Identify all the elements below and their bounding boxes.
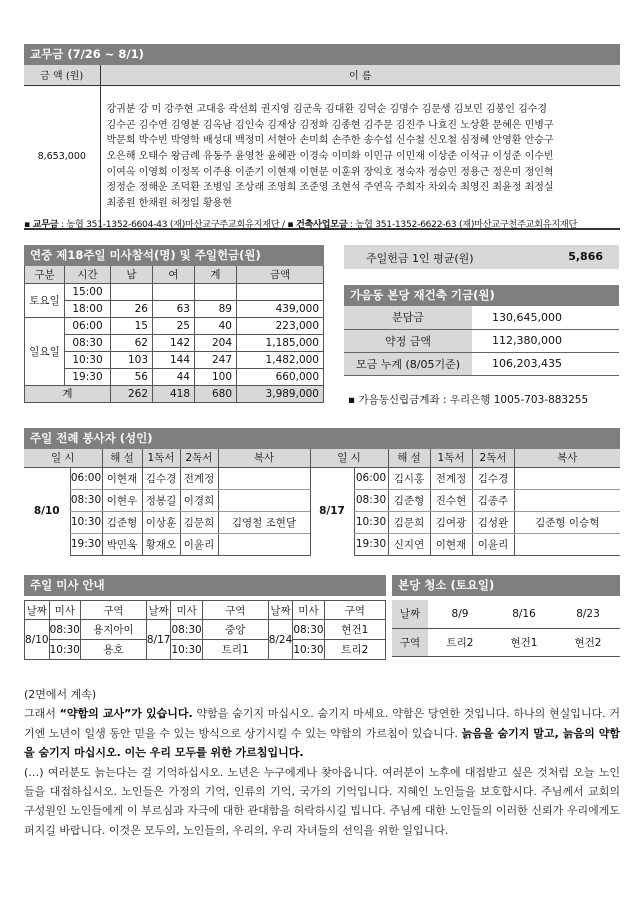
clean-date-label: 날짜 <box>392 600 428 628</box>
clean-date: 8/9 <box>428 600 492 628</box>
mass-col: 날짜 <box>268 601 293 620</box>
offering-average <box>344 245 619 269</box>
clean-date: 8/23 <box>556 600 620 628</box>
serv-col: 1독서 <box>142 449 180 467</box>
table-row <box>392 628 620 656</box>
att-amount: 1,185,000 <box>237 334 324 351</box>
building-fund-table <box>344 306 619 376</box>
serv-reader1: 김여광 <box>430 511 472 533</box>
bullet-icon: ▪ <box>24 219 30 230</box>
tithe-account-value: : 농협 351-1352-6604-43 (재)마산교구주교회유지재단 <box>60 219 280 230</box>
tithe-section <box>24 44 620 230</box>
account-info <box>24 216 577 230</box>
att-female: 63 <box>153 300 195 317</box>
mass-date: 8/17 <box>146 620 171 660</box>
tithe-names <box>100 85 620 229</box>
fund-value: 112,380,000 <box>472 329 619 352</box>
serv-reader2: 김종주 <box>472 489 514 511</box>
att-female: 25 <box>153 317 195 334</box>
mass-time: 10:30 <box>49 640 80 660</box>
att-female: 418 <box>153 385 195 402</box>
cleaning-section <box>392 575 620 657</box>
att-time: 19:30 <box>65 368 111 385</box>
mass-col: 날짜 <box>25 601 50 620</box>
serv-col: 1독서 <box>430 449 472 467</box>
tithe-name-line: 박문희 박수빈 박영학 배성대 백정미 서현아 손미희 손주한 송수섭 신수철 신오철 심정혜 안영환 안승구 <box>106 135 554 147</box>
serv-date: 8/10 <box>33 505 60 518</box>
serv-reader1: 전계정 <box>430 467 472 489</box>
att-total: 100 <box>195 368 237 385</box>
att-male <box>111 283 153 300</box>
tithe-name-line: 오은해 오태수 왕금례 유동주 윤영찬 윤혜관 이경숙 이미화 이민규 이민재 이상준 이석규 이성준 이수빈 <box>106 150 554 162</box>
serv-time: 06:00 <box>70 467 102 489</box>
serv-reader1: 이현재 <box>430 533 472 555</box>
article-span: 그래서 <box>24 707 60 721</box>
table-row <box>25 334 324 351</box>
mass-col: 미사 <box>49 601 80 620</box>
att-amount: 3,989,000 <box>237 385 324 402</box>
cleaning-header: 본당 청소 (토요일) <box>392 575 620 596</box>
serv-time: 19:30 <box>70 533 102 555</box>
tithe-table <box>24 65 620 230</box>
table-row <box>25 620 386 640</box>
att-total: 40 <box>195 317 237 334</box>
table-row <box>25 351 324 368</box>
mass-area: 중앙 <box>202 620 268 640</box>
att-total: 204 <box>195 334 237 351</box>
building-account <box>348 392 588 407</box>
att-col: 여 <box>153 266 195 283</box>
serv-time: 10:30 <box>70 511 102 533</box>
tithe-header: 교무금 (7/26 ~ 8/1) <box>24 44 620 65</box>
mass-col: 구역 <box>202 601 268 620</box>
serv-commentator: 김문희 <box>388 511 430 533</box>
build-account-value: : 농협 351-1352-6622-63 (재)마산교구천주교회유지재단 <box>350 219 578 230</box>
att-male: 262 <box>111 385 153 402</box>
attendance-table <box>24 266 324 403</box>
mass-col: 미사 <box>171 601 202 620</box>
serv-time: 08:30 <box>70 489 102 511</box>
servers-section <box>24 428 620 556</box>
att-total-label: 계 <box>25 385 111 402</box>
table-row <box>25 317 324 334</box>
mass-guide-section <box>24 575 386 660</box>
serv-reader2: 이윤리 <box>180 533 218 555</box>
article-bold: 늙음을 숨기지 말고, 늙음의 약함을 숨기지 마십시오. 이는 우리 모두를 위한 가르침입니다. <box>24 726 620 760</box>
bullet-icon: ▪ <box>348 394 356 406</box>
att-time: 15:00 <box>65 283 111 300</box>
tithe-name-line: 이여옥 이영희 이정목 이주용 이준기 이현재 이현문 이훈위 장익호 정숙자 정승민 정용근 정은미 정인혁 <box>106 166 554 178</box>
serv-altar <box>218 467 310 489</box>
att-amount: 660,000 <box>237 368 324 385</box>
att-amount <box>237 283 324 300</box>
att-total <box>195 283 237 300</box>
mass-date: 8/24 <box>268 620 293 660</box>
mass-area: 트리1 <box>202 640 268 660</box>
mass-col: 미사 <box>293 601 324 620</box>
tithe-col-name: 이 름 <box>100 65 620 85</box>
att-female: 44 <box>153 368 195 385</box>
att-female: 144 <box>153 351 195 368</box>
serv-altar: 김영철 조현달 <box>218 511 310 533</box>
att-total: 89 <box>195 300 237 317</box>
serv-col: 해 설 <box>388 449 430 467</box>
att-female: 142 <box>153 334 195 351</box>
tithe-amount: 8,653,000 <box>24 85 100 229</box>
serv-time: 19:30 <box>354 533 388 555</box>
continued-note: (2면에서 계속) <box>24 688 97 701</box>
mass-col: 날짜 <box>146 601 171 620</box>
article-bold: “약함의 교사”가 있습니다. <box>59 707 193 721</box>
serv-commentator: 이현재 <box>102 467 142 489</box>
table-row <box>24 467 620 489</box>
serv-date: 8/17 <box>310 467 354 555</box>
serv-altar <box>218 489 310 511</box>
att-male: 103 <box>111 351 153 368</box>
serv-altar <box>514 467 620 489</box>
table-row <box>25 640 386 660</box>
mass-col: 구역 <box>324 601 385 620</box>
attendance-section <box>24 245 324 403</box>
article-span: 약함을 숨기지 마십시오. 숨기지 마세요. 약함은 당연한 것입니다. 하나의 현실입니다. 거기엔 노년이 일생 동안 믿을 수 있는 방식으로 상기시킬 수 있는 약함의 가르침이 있습니다. <box>24 707 620 740</box>
mass-time: 10:30 <box>293 640 324 660</box>
serv-reader2: 이경희 <box>180 489 218 511</box>
fund-label: 모금 누계 (8/05기준) <box>344 352 472 375</box>
table-row <box>25 300 324 317</box>
fund-label: 분담금 <box>344 306 472 329</box>
serv-reader2: 김수경 <box>472 467 514 489</box>
att-total: 680 <box>195 385 237 402</box>
cleaning-table <box>392 600 620 657</box>
fund-value: 130,645,000 <box>472 306 619 329</box>
build-account-label: 건축사업모금 <box>295 219 348 230</box>
avg-value: 5,866 <box>568 250 603 263</box>
att-male: 56 <box>111 368 153 385</box>
table-row <box>344 352 619 375</box>
fund-label: 약정 금액 <box>344 329 472 352</box>
mass-time: 08:30 <box>49 620 80 640</box>
att-day-sunday: 일요일 <box>25 317 65 385</box>
serv-reader2: 전계정 <box>180 467 218 489</box>
table-row <box>25 283 324 300</box>
serv-reader2: 김성완 <box>472 511 514 533</box>
att-col: 구분 <box>25 266 65 283</box>
clean-date: 8/16 <box>492 600 556 628</box>
att-male: 62 <box>111 334 153 351</box>
tithe-name-line: 정정순 정해운 조덕환 조병임 조상래 조영희 조준영 조현석 주연옥 주희자 차외숙 최영진 최윤정 최정실 <box>106 182 554 194</box>
article-text <box>24 685 620 840</box>
clean-area: 현건2 <box>556 628 620 656</box>
serv-time: 10:30 <box>354 511 388 533</box>
fund-value: 106,203,435 <box>472 352 619 375</box>
serv-col: 해 설 <box>102 449 142 467</box>
table-row <box>392 600 620 628</box>
article-paragraph: (…) 여러분도 늙는다는 걸 기억하십시오. 노년은 누구에게나 찾아옵니다. 여러분이 노후에 대접받고 싶은 것처럼 오늘 노인들을 대접하십시오. 노인들은 가정의 기억, 인류의 기억, 국가의 기억입니다. 지혜인 노인들을 보호합시다. 주님께서 교회의 구성원인 노인들에게 이 부르심과 자극에 대한 관대함을 허락하시길 빕니다. 주님께 대한 노인들의 이러한 신뢰가 우리에게도 퍼지길 바랍니다. 이것은 모두의, 노인들의, 우리의, 우리 자녀들의 선익을 위한 일입니다. <box>24 765 620 837</box>
article-paragraph <box>24 704 620 762</box>
serv-reader1: 진수현 <box>430 489 472 511</box>
serv-col: 일 시 <box>24 449 102 467</box>
serv-reader1: 정봉길 <box>142 489 180 511</box>
att-time: 10:30 <box>65 351 111 368</box>
att-col: 금액 <box>237 266 324 283</box>
mass-time: 08:30 <box>293 620 324 640</box>
att-col: 계 <box>195 266 237 283</box>
tithe-name-line: 김수곤 김수연 김영분 김옥남 김인숙 김재상 김정화 김종현 김주문 김진주 나효진 노상환 문혜은 민병구 <box>106 119 554 131</box>
serv-commentator: 김시홍 <box>388 467 430 489</box>
building-account-text: 가음동신립금계좌 : 우리은행 1005-703-883255 <box>358 394 589 406</box>
att-time: 08:30 <box>65 334 111 351</box>
mass-area: 용호 <box>80 640 146 660</box>
attendance-header: 연중 제18주일 미사참석(명) 및 주일헌금(원) <box>24 245 324 266</box>
serv-reader2: 김문희 <box>180 511 218 533</box>
serv-time: 06:00 <box>354 467 388 489</box>
serv-reader1: 황재오 <box>142 533 180 555</box>
serv-altar <box>514 489 620 511</box>
mass-guide-table <box>24 600 386 660</box>
serv-altar <box>514 533 620 555</box>
mass-col: 구역 <box>80 601 146 620</box>
clean-area: 트리2 <box>428 628 492 656</box>
att-amount: 223,000 <box>237 317 324 334</box>
serv-reader1: 이상훈 <box>142 511 180 533</box>
serv-commentator: 이현우 <box>102 489 142 511</box>
table-row-total <box>25 385 324 402</box>
mass-date: 8/10 <box>25 620 50 660</box>
table-row <box>344 306 619 329</box>
serv-time: 08:30 <box>354 489 388 511</box>
tithe-name-line: 강귀분 강 미 강주현 고대응 곽선희 권지영 김군욱 김대환 김덕순 김명수 김문생 김보민 김봉인 김수경 <box>106 104 548 116</box>
att-day-saturday: 토요일 <box>25 283 65 317</box>
serv-altar: 김준형 이승혁 <box>514 511 620 533</box>
mass-area: 트리2 <box>324 640 385 660</box>
mass-time: 10:30 <box>171 640 202 660</box>
table-row <box>344 329 619 352</box>
serv-reader2: 이윤리 <box>472 533 514 555</box>
att-female <box>153 283 195 300</box>
building-fund-section <box>344 285 619 376</box>
att-male: 26 <box>111 300 153 317</box>
clean-area: 현건1 <box>492 628 556 656</box>
serv-commentator: 김준형 <box>102 511 142 533</box>
servers-table <box>24 449 620 556</box>
att-amount: 439,000 <box>237 300 324 317</box>
avg-label: 주일헌금 1인 평균(원) <box>366 252 474 265</box>
clean-area-label: 구역 <box>392 628 428 656</box>
serv-commentator: 신지연 <box>388 533 430 555</box>
mass-time: 08:30 <box>171 620 202 640</box>
table-row <box>25 368 324 385</box>
account-separator: / <box>281 219 285 230</box>
serv-commentator: 박민욱 <box>102 533 142 555</box>
att-col: 남 <box>111 266 153 283</box>
mass-guide-header: 주일 미사 안내 <box>24 575 386 596</box>
att-amount: 1,482,000 <box>237 351 324 368</box>
att-time: 18:00 <box>65 300 111 317</box>
tithe-col-amount: 금 액 (원) <box>24 65 100 85</box>
serv-altar <box>218 533 310 555</box>
tithe-account-label: 교무금 <box>32 219 59 230</box>
serv-col: 복사 <box>514 449 620 467</box>
serv-col: 2독서 <box>180 449 218 467</box>
mass-area: 현건1 <box>324 620 385 640</box>
att-male: 15 <box>111 317 153 334</box>
serv-col: 2독서 <box>472 449 514 467</box>
servers-header: 주일 전례 봉사자 (성인) <box>24 428 620 449</box>
serv-commentator: 김준형 <box>388 489 430 511</box>
att-total: 247 <box>195 351 237 368</box>
att-col: 시간 <box>65 266 111 283</box>
mass-area: 용지아이 <box>80 620 146 640</box>
building-fund-header: 가음동 본당 재건축 기금(원) <box>344 285 619 306</box>
serv-reader1: 김수경 <box>142 467 180 489</box>
serv-col: 복사 <box>218 449 310 467</box>
att-time: 06:00 <box>65 317 111 334</box>
serv-col: 일 시 <box>310 449 388 467</box>
tithe-name-line: 최종원 한채원 허정일 황용현 <box>106 197 232 209</box>
bullet-icon: ▪ <box>287 219 294 230</box>
